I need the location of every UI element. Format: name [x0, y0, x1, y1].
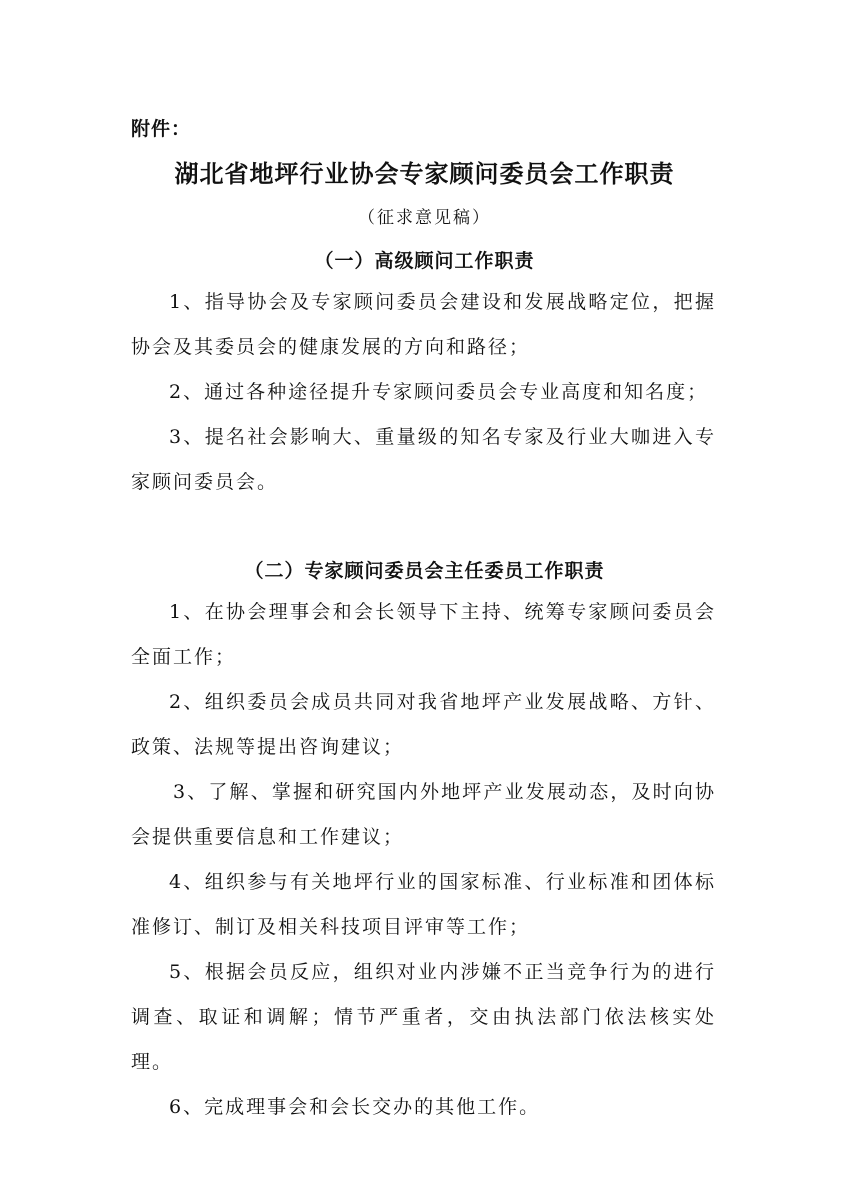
section-body-committee-director — [131, 590, 716, 1130]
duty-item: 3、提名社会影响大、重量级的知名专家及行业大咖进入专家顾问委员会。 — [131, 426, 716, 493]
duty-item: 6、完成理事会和会长交办的其他工作。 — [169, 1096, 541, 1118]
section-heading-committee-director: （二）专家顾问委员会主任委员工作职责 — [244, 560, 605, 582]
document-title: 湖北省地坪行业协会专家顾问委员会工作职责 — [174, 160, 675, 188]
section-body-senior-advisor — [131, 280, 716, 505]
document-subtitle: （征求意见稿） — [358, 208, 491, 228]
duty-item: 3、了解、掌握和研究国内外地坪产业发展动态，及时向协会提供重要信息和工作建议； — [131, 781, 716, 848]
section-heading-senior-advisor: （一）高级顾问工作职责 — [314, 250, 535, 272]
duty-item: 5、根据会员反应，组织对业内涉嫌不正当竞争行为的进行调查、取证和调解；情节严重者，交由执法部门依法核实处理。 — [131, 961, 716, 1073]
duty-item: 2、组织委员会成员共同对我省地坪产业发展战略、方针、政策、法规等提出咨询建议； — [131, 691, 716, 758]
duty-item: 1、在协会理事会和会长领导下主持、统筹专家顾问委员会全面工作； — [131, 601, 716, 668]
duty-item: 1、指导协会及专家顾问委员会建设和发展战略定位，把握协会及其委员会的健康发展的方向和路径； — [131, 291, 716, 358]
duty-item: 4、组织参与有关地坪行业的国家标准、行业标准和团体标准修订、制订及相关科技项目评审等工作； — [131, 871, 716, 938]
attachment-label: 附件： — [131, 118, 192, 140]
duty-item: 2、通过各种途径提升专家顾问委员会专业高度和知名度； — [169, 381, 709, 403]
